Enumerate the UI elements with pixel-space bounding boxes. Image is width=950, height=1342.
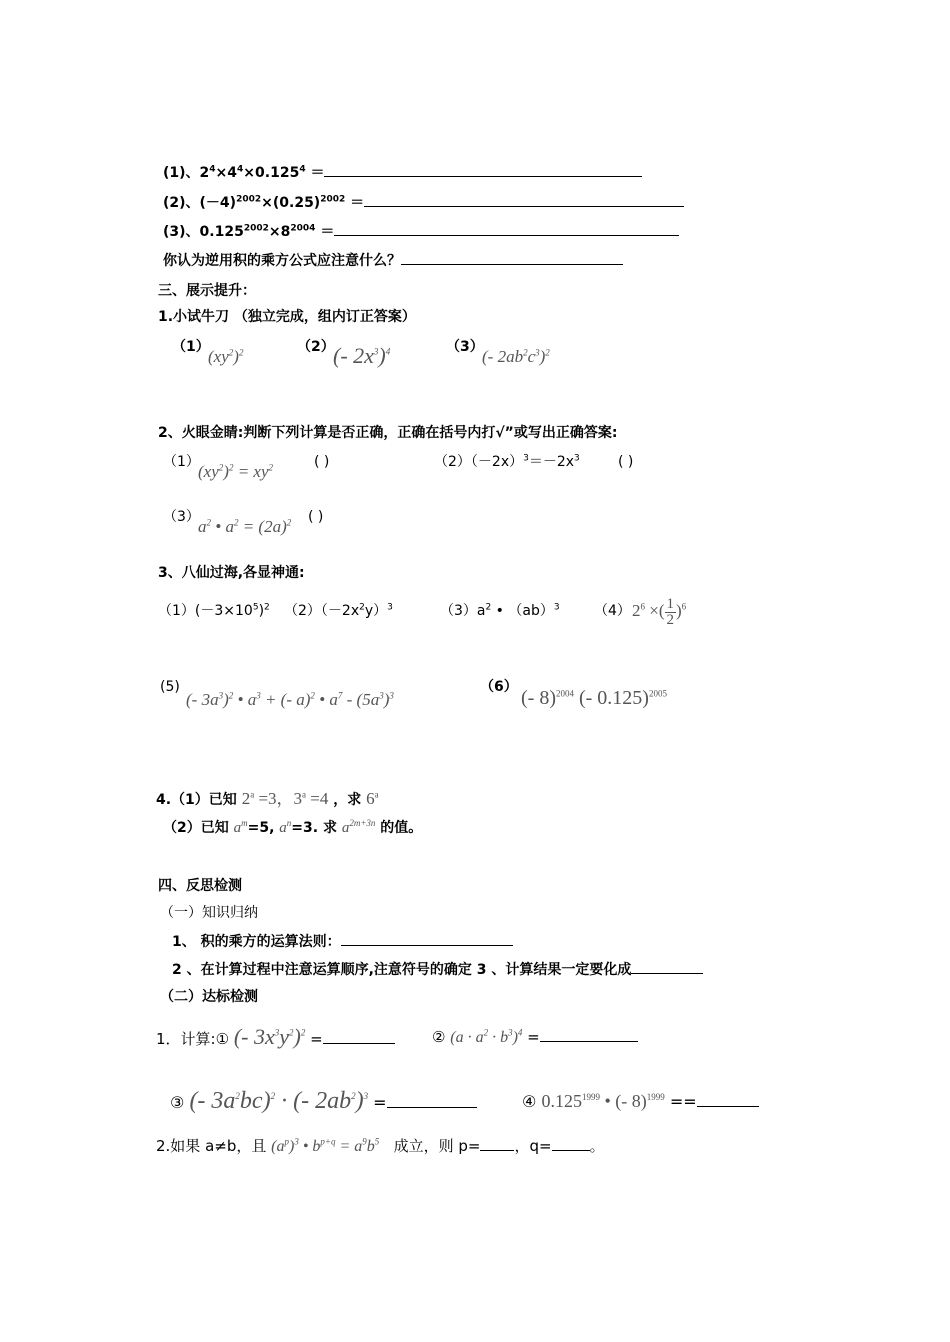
test-1: 1．计算:① (- $3x^3y^2)^2$ = [156,1027,395,1049]
section-3-heading: 三、展示提升： [158,283,256,299]
knowledge-1: 1、 积的乘方的运算法则： [172,931,513,952]
test-2-problem: 2.如果 a≠b，且 $(a^p)^3$ • $b^{p+q} = a^9b^5$ 成立，则 p= ，q= 。 [156,1136,605,1155]
calc-6-label: （6） [480,679,518,695]
answer-blank[interactable] [540,1027,638,1042]
judge-2: $(2)(-2x)^3=-2x^3$ [434,453,580,470]
answer-blank-q[interactable] [552,1136,590,1151]
section-4-heading: 四、反思检测 [158,878,242,894]
exercise-3: (3)、$0.125^{2002}\times 8^{2004}$ ＝ [163,221,679,242]
answer-blank[interactable] [324,162,642,177]
item-label: （2） [297,339,335,355]
exercise-2: (2)、$(-4)^{2002}\times(0.25)^{2002}$ ＝ [163,192,684,213]
part-2-title: 2、火眼金睛:判断下列计算是否正确，正确在括号内打√”或写出正确答案: [158,425,618,441]
problem-4-1: 4.（1）已知 $2^a =3$，$3^a =4$ ，求 6$^a$ [156,789,379,808]
subsection-knowledge: （一）知识归纳 [160,905,258,921]
item-label: （3） [163,509,200,525]
judge-paren[interactable]: ( ) [618,454,634,470]
answer-blank[interactable] [323,1029,395,1044]
question-note: 你认为逆用积的乘方公式应注意什么？ [163,250,623,271]
expr-neg2ab2c3: (- $2ab^2c^3)^2$ [482,347,550,366]
judge-paren[interactable]: ( ) [308,509,324,525]
item-label: （1） [172,339,210,355]
answer-blank[interactable] [631,959,703,974]
expr-judge-1: $(xy^2)^2 = xy^2$ [198,462,273,481]
fraction-half: $\frac{1}{2}$ [666,595,674,628]
knowledge-2-3: 2 、在计算过程中注意运算顺序,注意符号的确定 3 、计算结果一定要化成 [172,959,703,980]
problem-4-2: （2）已知 $a^m=5$, $a^n=3$. 求 $a^{2m+3n}$ 的值。 [163,818,423,836]
answer-blank[interactable] [697,1092,759,1107]
part-3-title: 3、八仙过海,各显神通: [158,565,305,581]
exercise-1: (1)、$2^4\times 4^4\times 0.125^4$ ＝ [163,162,642,183]
answer-blank[interactable] [364,192,684,207]
calc-3: $(3)a^2$ • （ab）$^3$ [440,602,560,619]
answer-blank[interactable] [341,931,513,946]
test-4: ④ $0.125^{1999}$ • (- 8)$^{1999}$ == [522,1084,759,1119]
expr-calc-5: (- $3a^3)^2$ • $a^3$ + (- a)$^2$ • $a^7 - (5a^3)^3$ [186,690,394,709]
calc-2: $(2)(-2x^2y)^3$ [284,602,393,619]
answer-blank-p[interactable] [480,1136,514,1151]
part-1-title: 1.小试牛刀 （独立完成，组内订正答案） [158,309,416,325]
test-2: ② $(a \cdot a^2 \cdot b^3)^4$ = [432,1027,638,1048]
test-3: ③ (- $3a^2bc)^2$ · (- $2ab^2)^3$ = [170,1084,477,1120]
expr-2pow6-half: $2^6$ ×( $\frac{1}{2}$ )$^6$ [632,595,687,628]
expr-judge-3: $a^2$ • $a^2 = (2a)^2$ [198,517,292,536]
expr-neg2x3: (- $2x^3)^4$ [333,343,391,368]
judge-paren[interactable]: ( ) [314,454,330,470]
answer-blank[interactable] [387,1093,477,1108]
calc-1: $(1)(-3\times 10^5)^2$ [158,602,270,619]
calc-4-label: （4） [594,603,631,619]
calc-5-label: (5) [160,679,180,695]
expr-calc-6: (- 8)$^{2004}$ (- 0.125)$^{2005}$ [521,687,667,709]
subsection-test: （二）达标检测 [160,989,258,1005]
item-label: （3） [446,339,484,355]
expr-xy2-sq: $(xy^2)^2$ [208,347,244,366]
item-label: （1） [163,454,200,470]
answer-blank[interactable] [334,221,679,236]
answer-blank[interactable] [401,250,623,265]
